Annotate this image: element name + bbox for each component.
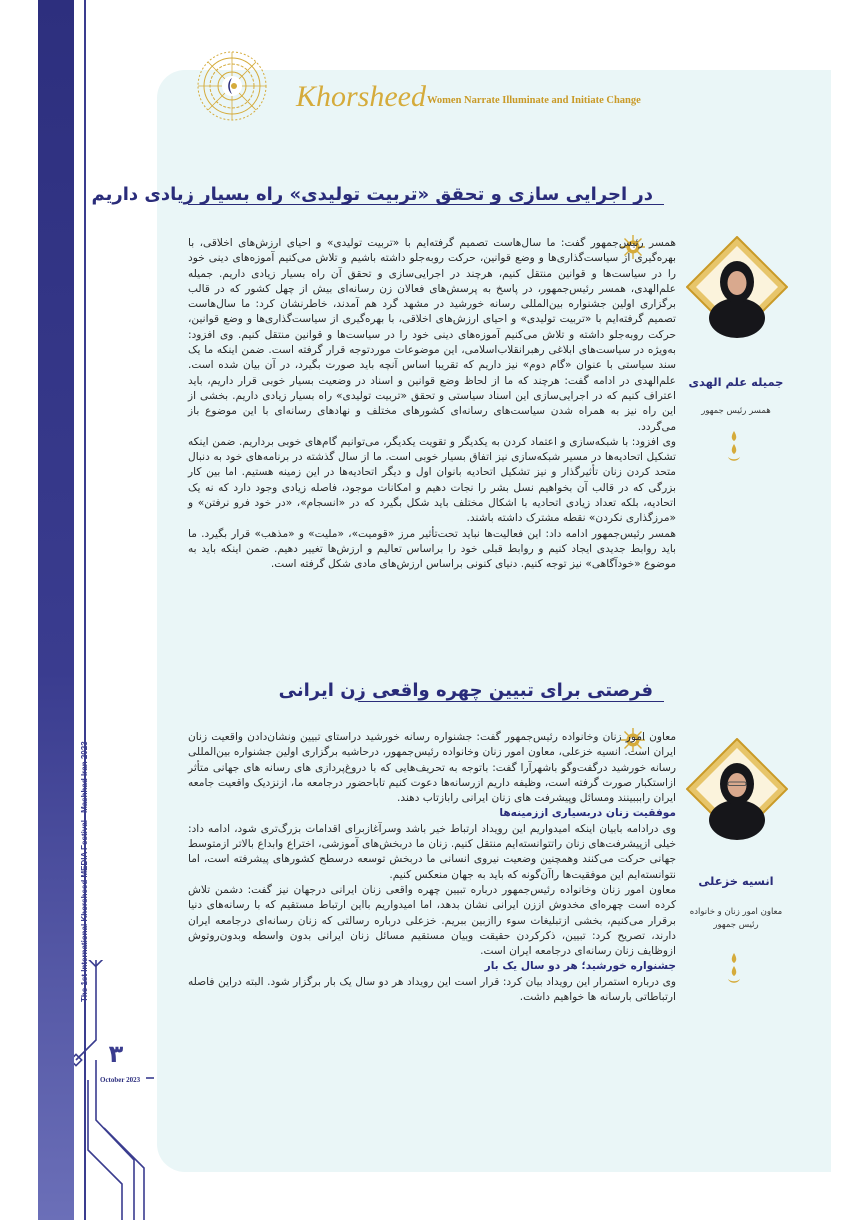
- section2-intro: معاون امور زنان وخانواده رئیس‌جمهور گفت: جشنواره رسانه خورشید دراستای تبیین ونشان‌دادن واقعیت زنان ایران است. انسیه خزعلی، معاون امور زنان وخانواده رئیس‌جمهور، درحاشیه برگزاری اولین جشنواره بین‌المللی رسانه خورشید درگفت‌وگو باشهرآرا گفت: باتوجه به تحریف‌هایی که با دروغ‌پردازی های رسانه های جهانی متأثر ازاستکبار صورت گرفته است، وظیفه داریم ازرسانه‌ها دعوت کنیم تاباحضور درجامعه ما، ازنزدیک واقعیت جامعه ایران رابببینند ومسائل وپیشرفت های زنان ایرانی رابازتاب دهند.: [188, 731, 676, 805]
- section2-paragraph: معاون امور زنان وخانواده رئیس‌جمهور درباره تبیین چهره واقعی زنان ایرانی درجهان نیز گفت: دشمن تلاش کرده است چهره‌ای مخدوش اززن ایرانی نشان بدهد، اما امیدواریم بااین ارتباط مستقیم که با رسانه‌های دنیا برقرار می‌کنیم، بخشی ازتبلیغات سوء راازبین ببریم. خزعلی درباره رسالتی که زنان رسانه‌ای درجامعه ایران دارند، تصریح کرد: تبیین، ذکرکردن حقیقت وبیان مستقیم مسائل زنان ایرانی بدون واسطه وبدون‌روتوش ازوظایف زنان رسانه‌ای درجامعه ایران است.: [188, 883, 676, 958]
- portrait-frame-2: [686, 738, 788, 840]
- section1-paragraph: همسر رئیس‌جمهور ادامه داد: این فعالیت‌ها نباید تحت‌تأثیر مرز «قومیت»، «ملیت» و «مذهب» قرار بگیرد. ما باید روابط جدیدی ایجاد کنیم و روابط قبلی خود را براساس تعالیم و ارزش‌ها تغییر دهیم. ضمن اینکه باید به موضوع «خودآگاهی» نیز توجه کنیم. دنیای کنونی براساس ارزش‌های مادی شکل گرفته است.: [188, 527, 676, 571]
- section2-subheading-2: جشنواره خورشید؛ هر دو سال یک بار: [484, 960, 676, 973]
- brand-tagline: Women Narrate Illuminate and Initiate Change: [427, 95, 641, 106]
- section2-paragraph: وی درباره استمرار این رویداد بیان کرد: قرار است این رویداد هر دو سال یک بار برگزار شود. البته دراین فاصله ارتباطاتی بارسانه ها خواهیم داشت.: [188, 975, 676, 1004]
- gold-drops-icon: [724, 952, 744, 986]
- section1-paragraph: همسر رئیس‌جمهور گفت: ما سال‌هاست تصمیم گرفته‌ایم با «تربیت تولیدی» و احیای ارزش‌های اخلاقی، با بهره‌گیری از سیاست‌گذاری‌ها و وضع قوانین، حرکت روبه‌جلو داشته باشیم و تلاش می‌کنیم آموزه‌های دینی خود را در سیاست‌ها و قوانین منتقل کنیم، هرچند در اجرایی‌سازی و تحقق آن راه بسیار زیادی داریم. جمیله علم‌الهدی، همسر رئیس‌جمهور، در پاسخ به پرسش‌های فعالان زن رسانه‌ای بیش از چهل کشور که در قالب برگزاری اولین جشنواره بین‌المللی رسانه خورشید در مشهد گرد هم آمدند، خاطرنشان کرد: ما سال‌هاست تصمیم گرفته‌ایم با «تربیت تولیدی» و احیای ارزش‌های اخلاقی، با بهره‌گیری از سیاست‌گذاری‌ها و وضع قوانین، حرکت روبه‌جلو داشته و تلاش می‌کنیم آموزه‌های دینی خود را در سیاست‌ها و قوانین منتقل کنیم. وی افزود: به‌ویژه در سیاست‌های ابلاغی رهبرانقلاب‌اسلامی، این موضوعات موردتوجه قرار گرفته است. ضمن اینکه ما یک سند سیاستی با عنوان «گام دوم» نیز داریم که تقریبا اساس آنچه باید صورت بگیرد، در آن بیان شده است. علم‌الهدی در ادامه گفت: هرچند که ما از لحاظ وضع قوانین و اسناد در وضعیت بسیار خوبی قرار داریم، باید اعتراف کنیم که در اجرایی‌سازی این اسناد سیاستی و تحقق «تربیت تولیدی» راه بسیار زیادی داریم. بخشی از این راه نیز به همراه شدن سیاست‌های رسانه‌ای کشورهای مختلف و نهادهای رسانه‌ای با این موضوع باز می‌گردد.: [188, 237, 676, 433]
- section2-body: [188, 730, 676, 1005]
- section2-paragraph: وی درادامه بابیان اینکه امیدواریم این رویداد ارتباط خیر باشد وسرآغازبرای اقدامات بزرگ‌تری شود، ادامه داد: خیلی ازپیشرفت‌های زنان راتتوانسته‌ایم منتقل کنیم. زنان ما دربخش‌های آموزشی، اختراع وابداع بالاتر ازمتوسط جهانی حرکت می‌کنند وهمچنین وضعیت نیروی انسانی ما دربخش توسعه درسطح کشورهای پیشرفته است، اما نتوانسته‌ایم این موفقیت‌ها راآن‌گونه که باید به جهان منعکس کنیم.: [188, 822, 676, 881]
- person2-name: انسیه خزعلی: [698, 874, 774, 888]
- section1-heading: در اجرایی سازی و تحقق «تربیت تولیدی» راه بسیار زیادی داریم: [91, 184, 653, 205]
- brand-wordmark: Khorsheed: [296, 80, 426, 113]
- section1-heading-tick: [652, 204, 664, 205]
- left-decor-strip: [38, 0, 74, 1220]
- section2-subheading-1: موفقیت زنان دربسیاری اززمینه‌ها: [499, 807, 676, 820]
- section2-heading-rule: [358, 701, 658, 702]
- section1-paragraph: وی افزود: با شبکه‌سازی و اعتماد کردن به یکدیگر و تقویت یکدیگر، می‌توانیم گام‌های خوبی برداریم. ضمن اینکه تشکیل اتحادیه‌ها در مسیر شبکه‌سازی نیز اتفاق بسیار خوبی است. ما از سال گذشته در برنامه‌های خود به دنبال متحد کردن زنان تأثیرگذار و نیز تشکیل اتحادیه بانوان اول و دیگر اتحادیه‌ها در این زمینه هستیم. اما بین کار بزرگی که در قالب آن بخواهیم نسل بشر را نجات دهیم و امکانات موجود، فاصله زیادی وجود دارد که نه یک اتحادیه، بلکه تعداد زیادی اتحادیه با اشکال مختلف باید شکل بگیرد که در «انسجام»، «در خود فرو نرفتن» و «مرزگذاری نکردن» نقطه مشترک داشته باشند.: [188, 435, 676, 525]
- section1-body: [188, 236, 676, 573]
- festival-side-text: The 1st International Khorsheed MEDIA Festival - Mashhad Iran 2023: [80, 741, 89, 1002]
- person1-name: جمیله علم الهدی: [688, 375, 784, 389]
- gold-drops-icon: [724, 430, 744, 464]
- section2-heading-tick: [652, 701, 664, 702]
- issue-date: October 2023: [100, 1076, 141, 1084]
- person2-role: معاون امور زنان و خانواده رئیس جمهور: [689, 907, 783, 930]
- page-number: ۳: [108, 1040, 124, 1068]
- section2-heading: فرصتی برای تبیین چهره واقعی زن ایرانی: [278, 680, 653, 701]
- sun-mandala-logo: [196, 50, 268, 122]
- person1-role: همسر رئیس جمهور: [701, 406, 771, 416]
- portrait-frame-1: [686, 236, 788, 338]
